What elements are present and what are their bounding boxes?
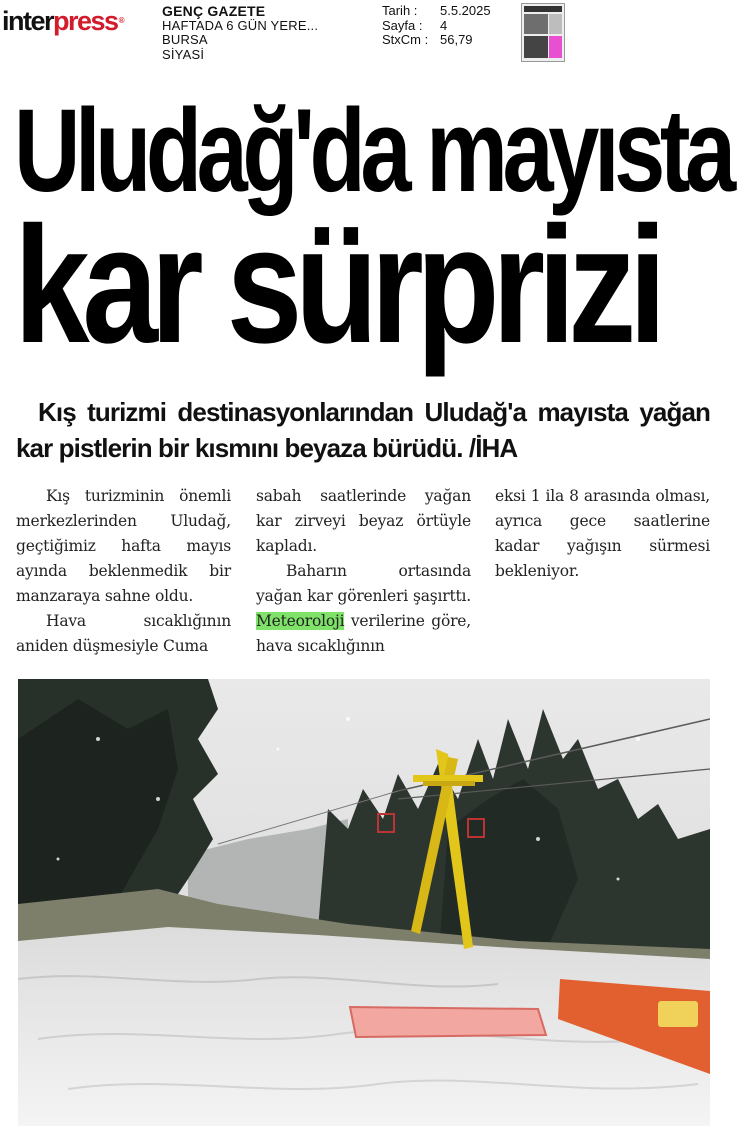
body-paragraph: Kış turizminin önemli merkezlerinden Uludağ, geçtiğimiz hafta mayıs ayında beklenmedik bir manzaraya sahne oldu. [16,487,231,605]
clip-meta [382,4,491,48]
page-thumbnail[interactable] [521,3,565,62]
lead-paragraph: Kış turizmi destinasyonlarından Uludağ'a mayısta yağan kar pistlerin bir kısmını beyaza bürüdü. /İHA [16,397,710,463]
publication-frequency: HAFTADA 6 GÜN YERE... [162,17,319,33]
article-photo [18,679,710,1126]
stxcm-label: StxCm : [382,32,429,47]
highlighted-term: Meteoroloji [256,612,345,630]
publication-name: GENÇ GAZETE [162,3,266,19]
date-value: 5.5.2025 [440,3,491,18]
headline-line-2: kar sürprizi [14,193,660,378]
publication-city: BURSA [162,32,208,47]
body-paragraph: eksi 1 ila 8 arasında olması, ayrıca gece saatlerine kadar yağışın sürmesi bekleniyor. [495,487,710,580]
body-column-2 [256,484,471,659]
interpress-logo: interpress® [2,6,123,36]
body-paragraph: sabah saatlerinde yağan kar zirveyi beyaz örtüyle kapladı. [256,487,471,555]
publication-section: SİYASİ [162,46,205,62]
body-paragraph: Baharın ortasında yağan kar görenleri şaşırttı. Meteoroloji verilerine göre, hava sıcaklığının [256,562,471,655]
body-column-3 [495,484,710,584]
date-label: Tarih : [382,3,418,18]
publication-info [162,4,318,62]
ski-slope-photo [18,679,710,1126]
page-value: 4 [440,17,448,33]
body-paragraph: Hava sıcaklığının aniden düşmesiyle Cuma [16,612,231,655]
headline-line-1: Uludağ'da mayısta [14,85,731,217]
body-column-1 [16,484,231,659]
page-label: Sayfa : [382,17,423,33]
stxcm-value: 56,79 [440,32,473,47]
